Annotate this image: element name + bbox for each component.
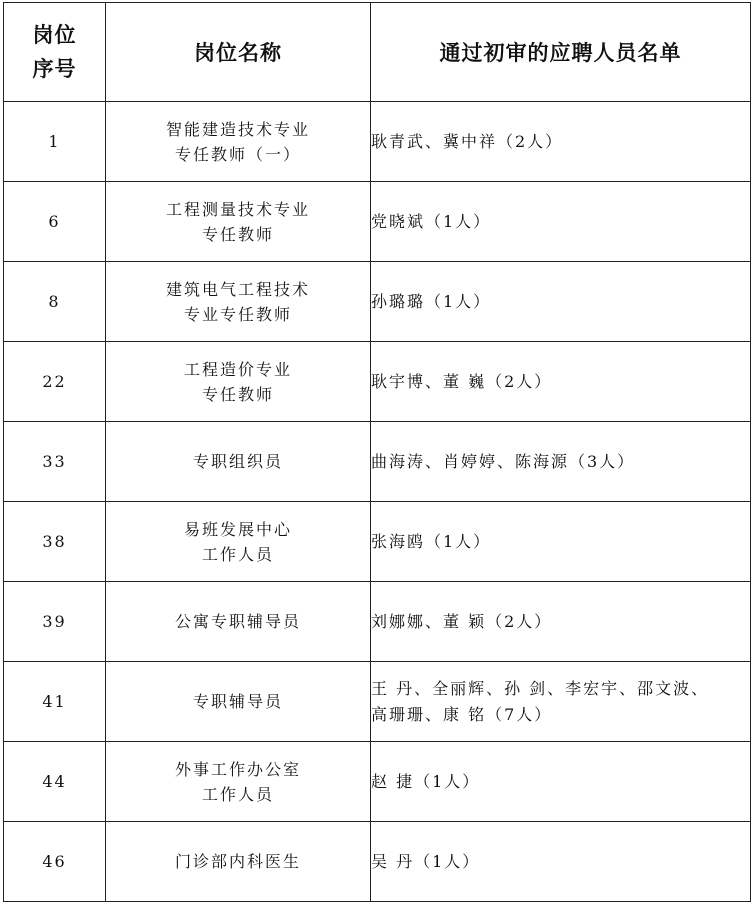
applicant-list-cell [371,742,751,822]
position-number-cell: 39 [4,582,106,662]
position-number-cell: 22 [4,342,106,422]
position-name-line: 工程造价专业 [183,359,292,379]
position-name-cell [106,742,371,822]
header-position-name: 岗位名称 [106,3,371,102]
applicant-table [3,2,751,902]
position-name-line: 专职组织员 [192,452,283,471]
position-name-line: 智能建造技术专业 [165,119,310,139]
position-name-cell [106,822,371,902]
applicant-list-line: 耿青武、冀中祥（2人） [371,131,564,151]
applicant-list-line: 吴 丹（1人） [371,851,481,871]
table-row [4,742,751,822]
position-number-cell: 41 [4,662,106,742]
table-row [4,662,751,742]
position-name-line: 工作人员 [201,784,274,804]
position-name-line: 外事工作办公室 [174,759,301,779]
applicant-list-line: 张海鸥（1人） [371,531,492,551]
position-number-cell: 38 [4,502,106,582]
table-row [4,102,751,182]
position-name-cell [106,422,371,502]
header-row [4,3,751,102]
applicant-list-cell [371,262,751,342]
position-name-line: 公寓专职辅导员 [174,612,301,631]
table-row [4,582,751,662]
table-row [4,262,751,342]
position-name-line: 专业专任教师 [183,304,292,324]
position-name-line: 工程测量技术专业 [165,199,310,219]
position-number-cell: 46 [4,822,106,902]
position-name-line: 易班发展中心 [183,519,292,539]
applicant-list-cell [371,102,751,182]
position-name-line: 专任教师 [201,384,274,404]
position-name-cell [106,182,371,262]
applicant-list-cell [371,822,751,902]
position-name-cell [106,582,371,662]
position-name-line: 专任教师 [201,224,274,244]
applicant-list-line: 孙璐璐（1人） [371,291,492,311]
position-number-cell: 44 [4,742,106,822]
position-name-line: 专职辅导员 [192,692,283,711]
table-row [4,182,751,262]
header-position-number-line2: 序号 [32,56,77,81]
applicant-list-line: 曲海涛、肖婷婷、陈海源（3人） [371,451,636,471]
position-number-cell: 1 [4,102,106,182]
applicant-list-line: 高珊珊、康 铭（7人） [371,704,553,724]
header-position-number-line1: 岗位 [32,22,77,47]
applicant-list-cell [371,662,751,742]
position-name-line: 工作人员 [201,544,274,564]
position-name-line: 专任教师（一） [174,144,301,164]
position-number-cell: 33 [4,422,106,502]
position-name-cell [106,662,371,742]
position-name-cell [106,102,371,182]
position-number-cell: 6 [4,182,106,262]
applicant-list-line: 耿宇博、董 巍（2人） [371,371,553,391]
table-row [4,422,751,502]
applicant-list-line: 党晓斌（1人） [371,211,492,231]
position-name-cell [106,342,371,422]
header-applicant-list: 通过初审的应聘人员名单 [371,3,751,102]
position-number-cell: 8 [4,262,106,342]
applicant-list-cell [371,422,751,502]
applicant-list-cell [371,182,751,262]
applicant-list-cell [371,502,751,582]
applicant-list-cell [371,582,751,662]
position-name-line: 门诊部内科医生 [174,852,301,871]
position-name-cell [106,262,371,342]
table-row [4,822,751,902]
table-row [4,342,751,422]
applicant-list-line: 赵 捷（1人） [371,771,481,791]
applicant-list-line: 王 丹、全丽辉、孙 剑、李宏宇、邵文波、 [371,678,710,698]
header-position-number [4,3,106,102]
position-name-line: 建筑电气工程技术 [165,279,310,299]
applicant-list-line: 刘娜娜、董 颖（2人） [371,611,553,631]
position-name-cell [106,502,371,582]
applicant-list-cell [371,342,751,422]
table-row [4,502,751,582]
